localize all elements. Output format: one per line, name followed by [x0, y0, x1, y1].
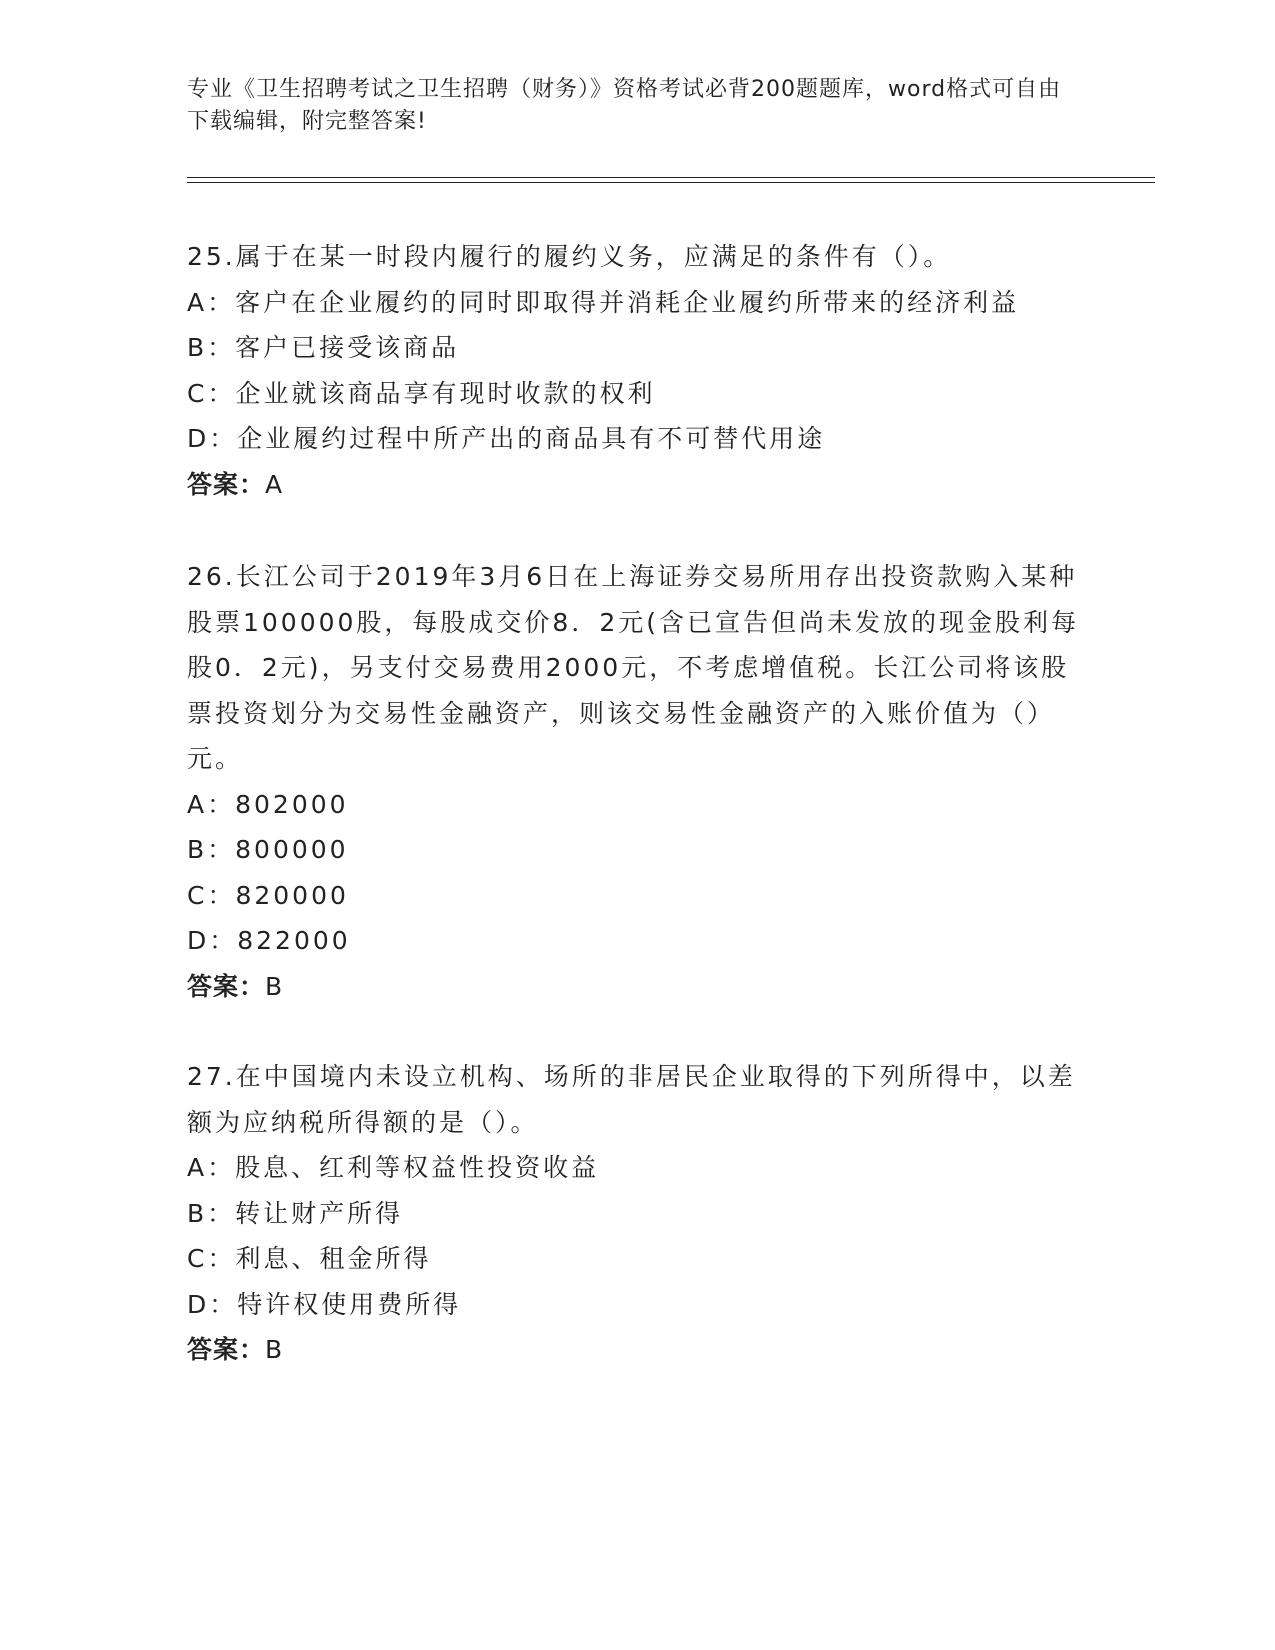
- answer-label: 答案：: [187, 1335, 266, 1364]
- question-stem: 27.在中国境内未设立机构、场所的非居民企业取得的下列所得中，以差额为应纳税所得额的是（）。: [187, 1062, 1076, 1137]
- header-divider-top: [187, 177, 1155, 178]
- option-c: C：820000: [187, 880, 349, 910]
- question-stem: 26.长江公司于2019年3月6日在上海证券交易所用存出投资款购入某种股票100000股，每股成交价8．2元(含已宣告但尚未发放的现金股利每股0．2元)，另支付交易费用2000元，不考虑增值税。长江公司将该股票投资划分为交易性金融资产，则该交易性金融资产的入账价值为（）元。: [187, 562, 1080, 773]
- question-25: [187, 234, 1087, 507]
- answer-label: 答案：: [187, 971, 266, 1001]
- question-26: [187, 554, 1087, 1009]
- answer-value: B: [265, 1335, 284, 1364]
- option-c: C：企业就该商品享有现时收款的权利: [187, 378, 656, 408]
- question-27: [187, 1054, 1087, 1373]
- answer-value: B: [265, 971, 284, 1001]
- option-d: D：特许权使用费所得: [187, 1289, 462, 1319]
- option-b: B：转让财产所得: [187, 1198, 404, 1228]
- option-a: A：股息、红利等权益性投资收益: [187, 1153, 600, 1182]
- option-a: A：客户在企业履约的同时即取得并消耗企业履约所带来的经济利益: [187, 287, 1020, 317]
- answer-line: [187, 462, 1087, 508]
- option-d: D：822000: [187, 926, 351, 955]
- header-divider-bottom: [187, 182, 1155, 183]
- option-b: B：800000: [187, 835, 349, 864]
- answer-label: 答案：: [187, 469, 266, 499]
- option-c: C：利息、租金所得: [187, 1244, 432, 1273]
- answer-line: [187, 964, 1087, 1010]
- answer-line: [187, 1327, 1087, 1373]
- option-a: A：802000: [187, 789, 349, 819]
- answer-value: A: [265, 469, 284, 499]
- option-d: D：企业履约过程中所产出的商品具有不可替代用途: [187, 424, 826, 453]
- question-stem: 25.属于在某一时段内履行的履约义务，应满足的条件有（）。: [187, 242, 952, 271]
- option-b: B：客户已接受该商品: [187, 333, 460, 362]
- document-header: 专业《卫生招聘考试之卫生招聘（财务）》资格考试必背200题题库，word格式可自由下载编辑，附完整答案!: [187, 77, 1062, 134]
